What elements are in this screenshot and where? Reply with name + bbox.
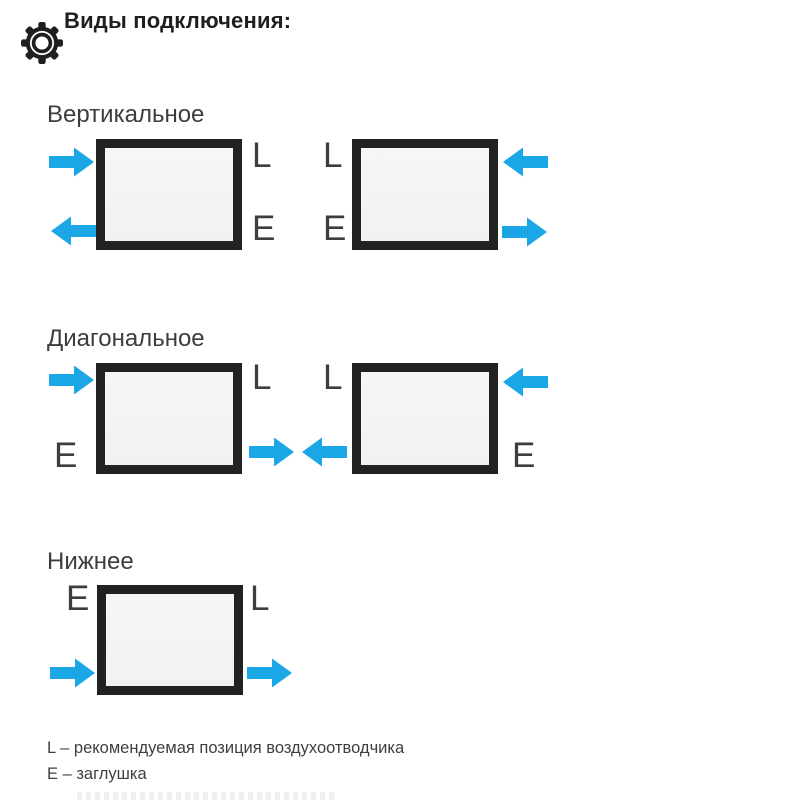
- connection-label-e: E: [54, 436, 78, 475]
- radiator-bottom: [97, 585, 243, 695]
- connection-label-l: L: [252, 358, 272, 397]
- radiator-diagonal-left: [96, 363, 242, 474]
- legend-line-e: E – заглушка: [47, 764, 147, 783]
- connection-label-l: L: [250, 579, 270, 618]
- legend: [47, 736, 404, 787]
- connection-label-l: L: [252, 136, 272, 175]
- flow-out-arrow-icon: [502, 216, 548, 248]
- page-title: Виды подключения:: [64, 8, 292, 33]
- connection-label-l: L: [323, 136, 343, 175]
- radiator-diagonal-right: [352, 363, 498, 474]
- legend-line-l: L – рекомендуемая позиция воздухоотводчика: [47, 739, 405, 757]
- flow-in-arrow-icon: [50, 657, 96, 689]
- section-title-diagonal: Диагональное: [47, 325, 205, 352]
- flow-out-arrow-icon: [50, 215, 96, 247]
- flow-out-arrow-icon: [249, 436, 295, 468]
- flow-in-arrow-icon: [49, 146, 95, 178]
- header: [21, 22, 63, 64]
- cropped-text-remnant: [77, 792, 335, 800]
- radiator-vertical-left: [96, 139, 242, 250]
- flow-in-arrow-icon: [502, 146, 548, 178]
- connection-label-e: E: [512, 436, 536, 475]
- connection-label-e: E: [66, 579, 90, 618]
- flow-out-arrow-icon: [301, 436, 347, 468]
- section-title-vertical: Вертикальное: [47, 101, 205, 128]
- flow-in-arrow-icon: [49, 364, 95, 396]
- flow-out-arrow-icon: [247, 657, 293, 689]
- section-title-bottom: Нижнее: [47, 548, 134, 575]
- gear-icon: [21, 22, 63, 64]
- connection-label-e: E: [323, 209, 347, 248]
- connection-label-e: E: [252, 209, 276, 248]
- connection-label-l: L: [323, 358, 343, 397]
- radiator-vertical-right: [352, 139, 498, 250]
- flow-in-arrow-icon: [502, 366, 548, 398]
